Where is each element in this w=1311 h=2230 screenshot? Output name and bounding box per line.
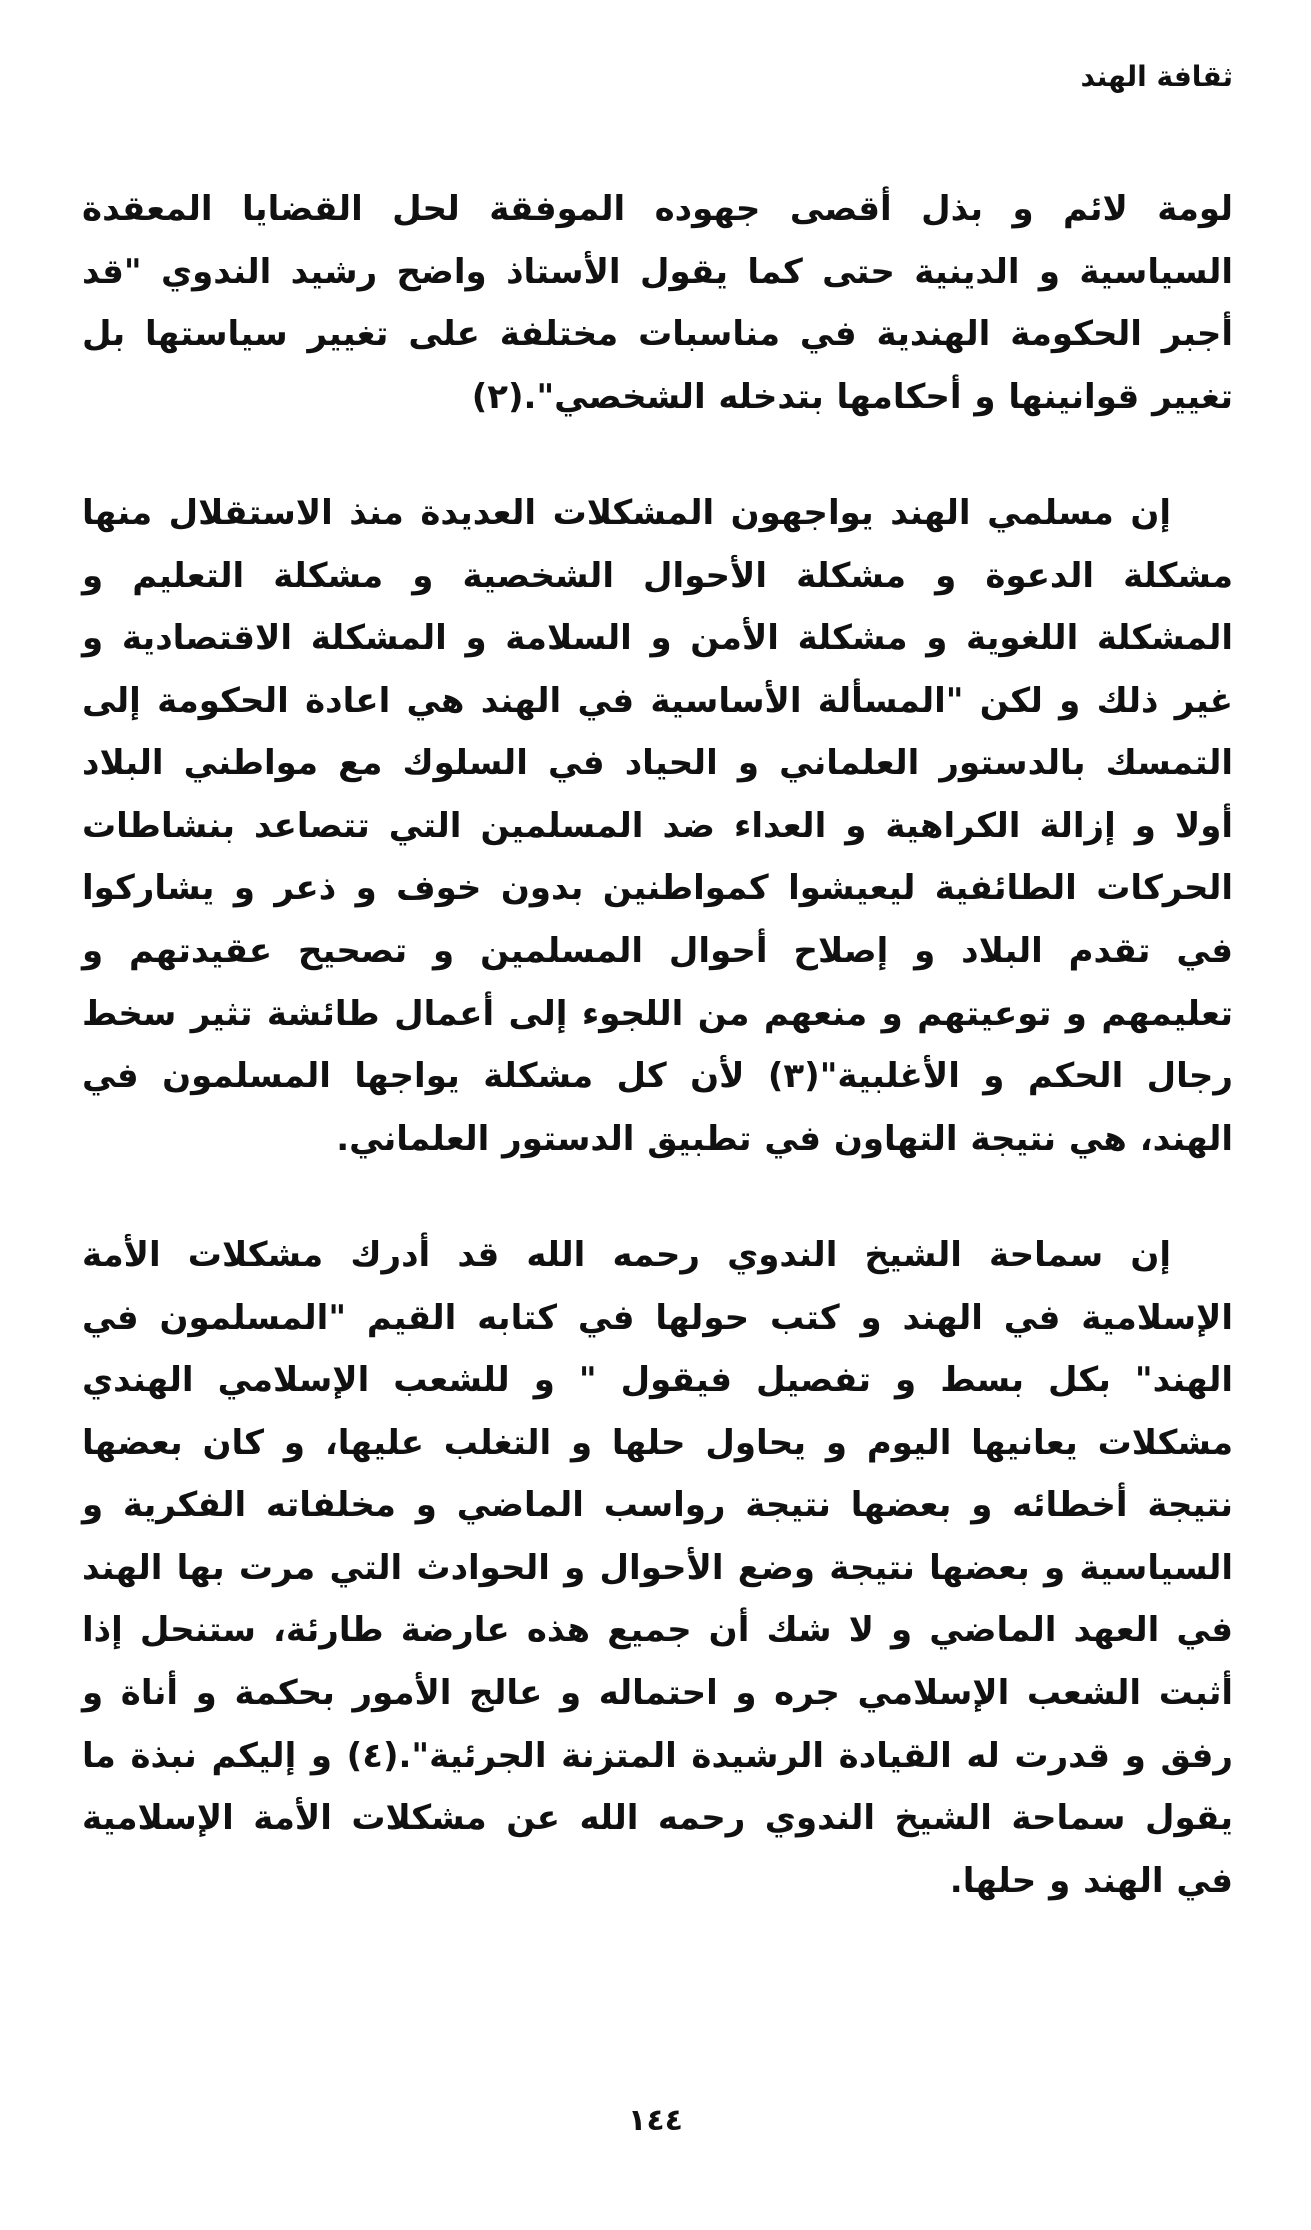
page-number: ١٤٤ bbox=[628, 2103, 683, 2138]
paragraph-2: إن مسلمي الهند يواجهون المشكلات العديدة منذ الاستقلال منها مشكلة الدعوة و مشكلة الأحوال الشخصية و مشكلة التعليم و المشكلة اللغوية و مشكلة الأمن و السلامة و المشكلة الاقتصادية و غير ذلك و لكن "المسألة الأساسية في الهند هي اعادة الحكومة إلى التمسك بالدستور العلماني و الحياد في السلوك مع مواطني البلاد أولا و إزالة الكراهية و العداء ضد المسلمين التي تتصاعد بنشاطات الحركات الطائفية ليعيشوا كمواطنين بدون خوف و ذعر و يشاركوا في تقدم البلاد و إصلاح أحوال المسلمين و تصحيح عقيدتهم و تعليمهم و توعيتهم و منعهم من اللجوء إلى أعمال طائشة تثير سخط رجال الحكم و الأغلبية"(٣) لأن كل مشكلة يواجها المسلمون في الهند، هي نتيجة التهاون في تطبيق الدستور العلماني. bbox=[82, 493, 1233, 1159]
body-text bbox=[82, 178, 1233, 1966]
paragraph-1: لومة لائم و بذل أقصى جهوده الموفقة لحل القضايا المعقدة السياسية و الدينية حتى كما يقول الأستاذ واضح رشيد الندوي "قد أجبر الحكومة الهندية في مناسبات مختلفة على تغيير سياستها بل تغيير قوانينها و أحكامها بتدخله الشخصي".(٢) bbox=[82, 189, 1233, 417]
running-header-title: ثقافة الهند bbox=[1080, 60, 1233, 93]
paragraph-3: إن سماحة الشيخ الندوي رحمه الله قد أدرك مشكلات الأمة الإسلامية في الهند و كتب حولها في كتابه القيم "المسلمون في الهند" بكل بسط و تفصيل فيقول " و للشعب الإسلامي الهندي مشكلات يعانيها اليوم و يحاول حلها و التغلب عليها، و كان بعضها نتيجة أخطائه و بعضها نتيجة رواسب الماضي و مخلفاته الفكرية و السياسية و بعضها نتيجة وضع الأحوال و الحوادث التي مرت بها الهند في العهد الماضي و لا شك أن جميع هذه عارضة طارئة، ستنحل إذا أثبت الشعب الإسلامي جره و احتماله و عالج الأمور بحكمة و أناة و رفق و قدرت له القيادة الرشيدة المتزنة الجرئية".(٤) و إليكم نبذة ما يقول سماحة الشيخ الندوي رحمه الله عن مشكلات الأمة الإسلامية في الهند و حلها. bbox=[82, 1235, 1233, 1901]
